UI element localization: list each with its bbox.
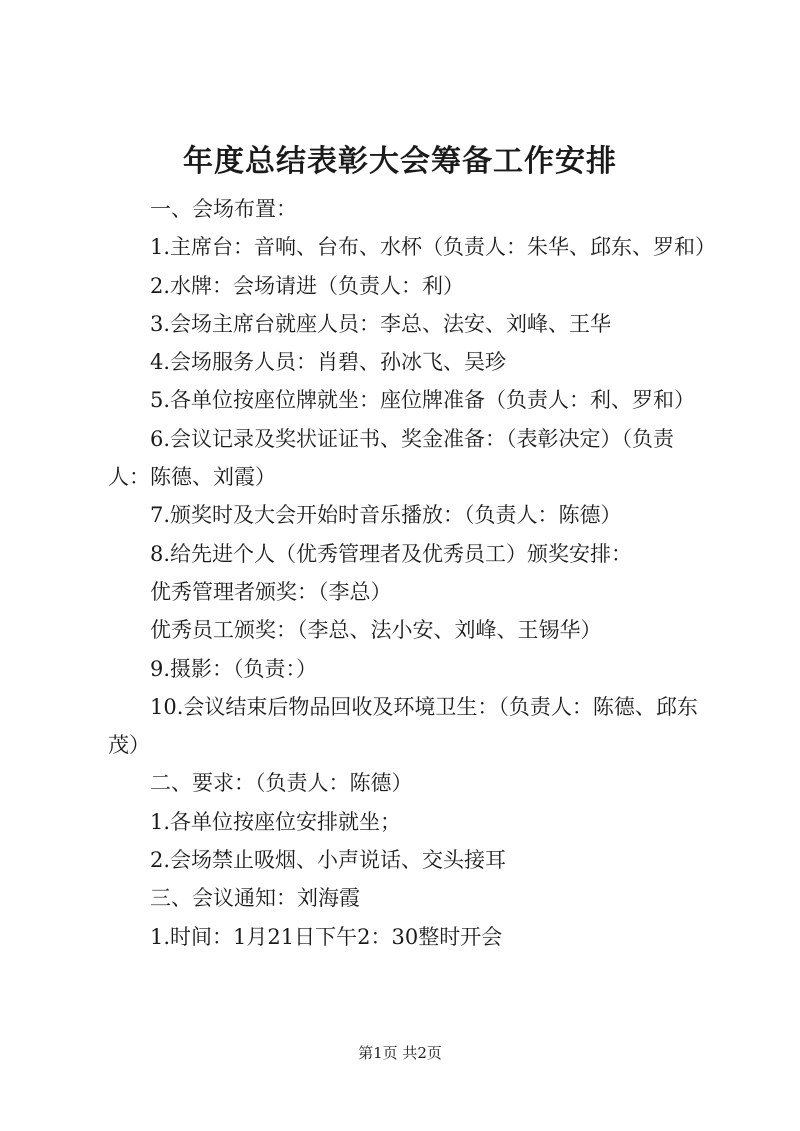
list-item: 8.给先进个人（优秀管理者及优秀员工）颁奖安排：	[150, 541, 633, 566]
list-item: 3.会场主席台就座人员：李总、法安、刘峰、王华	[150, 311, 612, 336]
list-item: 9.摄影：（负责：）	[150, 656, 318, 681]
page-footer: 第1页 共2页	[358, 1044, 442, 1062]
list-item: 2.会场禁止吸烟、小声说话、交头接耳	[150, 848, 507, 873]
list-item: 7.颁奖时及大会开始时音乐播放：（负责人：陈德）	[150, 503, 622, 528]
list-item: 1.主席台：音响、台布、水杯（负责人：朱华、邱东、罗和）	[150, 235, 717, 260]
section-heading-notice: 三、会议通知：刘海霞	[150, 886, 360, 911]
section-heading-requirements: 二、要求：（负责人：陈德）	[150, 771, 413, 796]
list-item: 6.会议记录及奖状证证书、奖金准备：（表彰决定）（负责人：陈德、刘霞）	[108, 426, 675, 490]
document-body	[108, 190, 717, 956]
document-title: 年度总结表彰大会筹备工作安排	[183, 144, 617, 179]
section-heading-venue: 一、会场布置：	[150, 197, 297, 221]
list-item: 优秀员工颁奖：（李总、法小安、刘峰、王锡华）	[150, 618, 602, 643]
list-item: 10.会议结束后物品回收及环境卫生：（负责人：陈德、邱东茂）	[108, 694, 698, 758]
list-item: 2.水牌：会场请进（负责人：利）	[150, 273, 465, 298]
list-item: 1.时间：1月21日下午2：30整时开会	[150, 924, 503, 949]
list-item: 4.会场服务人员：肖碧、孙冰飞、吴珍	[150, 350, 507, 375]
list-item: 5.各单位按座位牌就坐：座位牌准备（负责人：利、罗和）	[150, 388, 696, 413]
list-item: 优秀管理者颁奖：（李总）	[150, 579, 392, 604]
list-item: 1.各单位按座位安排就坐；	[150, 809, 402, 834]
